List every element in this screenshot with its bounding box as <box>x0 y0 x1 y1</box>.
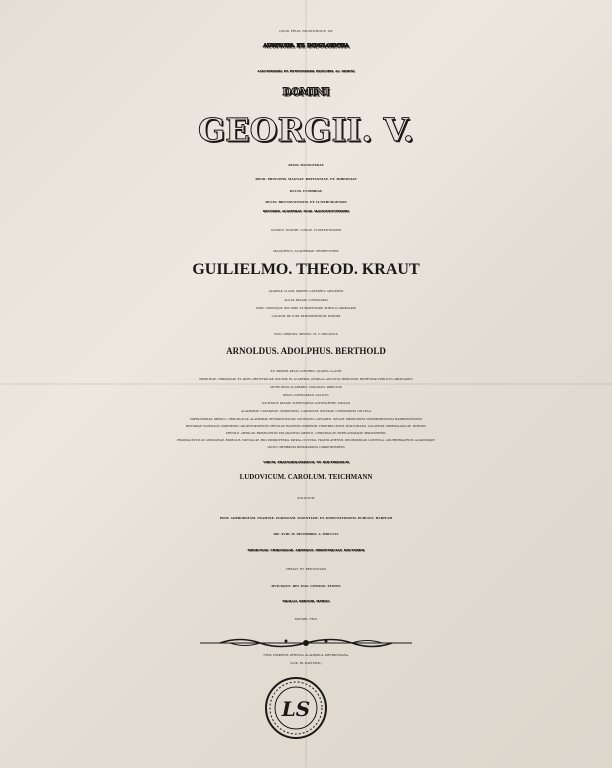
printer-line: TYPIS. EXPRESSIT. OFFICINA. ACADEMICA. DIETERICHIANA. <box>263 653 349 657</box>
regii-principis-line: REGII. PRINCIPIS. MAGNAE. BRITANNIAE. ET. HIBERNIAE <box>255 177 357 181</box>
candidate-label: VIRUM. PRAENOBILISSIMUM. ET. DOCTISSIMUM <box>263 460 349 464</box>
decanus-title-11: SOCIUS. MEMBRUM. HONORARIUM. CORRESPONDENS <box>267 445 345 449</box>
decanus-label: EGO. ORDINIS. MEDICI. H. T. DECANUS <box>274 332 338 336</box>
ducis-cumbriae-line: DUCIS. CUMBRIAE <box>289 189 323 193</box>
prorector-title-3: IURIS. UTRIUSQUE. DOCTORE. ET. PROFESSORE. PUBLICO. ORDINARIO <box>256 306 356 310</box>
muniri-line: MUNIRI. FECI <box>294 617 318 621</box>
prorector-title-1: QUARTAE. CLASSI. ORDINIS. GUELPHICI. ADSCRIPTO <box>268 289 344 293</box>
candidate-name: LUDOVICUM. CAROLUM. TEICHMANN <box>239 473 373 481</box>
date-line: DIE. XVIII. M. DECEMBRIS. A. MDCCCLV <box>273 532 339 536</box>
decanus-title-5: SOCIETATIS. REGIAE. SCIENTIARUM. GOTTINGENSIS. SODALIS <box>261 401 351 405</box>
augustissimi-line: AUGUSTISSIMI. ET. POTENTISSIMI. PRINCIPIS. AC. DOMINI <box>257 69 355 73</box>
prorectore-label: MAGNIFICO. ACADEMIAE. PRORECTORE <box>273 249 339 253</box>
georgii-heading: GEORGII. V. <box>197 111 415 149</box>
examination-line: POST. ADPROBATAM. EXAMINE. EGREGIAM. SCIENTIAM. ET. DISPUTATIONEM. PUBLICE. HABITAM <box>219 516 393 520</box>
decanus-title-9: PHYSICO - MEDICAE. BRIXELLENSIS. ERLANGENSIS. MEDICO - CHIRURGICAE. HUFELANDIANAE. BEROLINENSIS <box>226 431 386 435</box>
seal-monogram: LS <box>281 697 311 721</box>
faculty-seal-icon <box>264 676 328 740</box>
testes-line: HUIUSQUE. REI. HAS. LITERAS. TESTES <box>271 584 341 588</box>
decanus-title-10: PHARMACEUTICAE. GERMANIAE. BOREALIS. SILESIACAE. PRO. PROMOVENDA. PATRIA. CULTURA. VRATISLAVIENSIS. OECONOMICAE. GOTTINGA - GRUBENHAGENSIS. ALIARUMQUE <box>177 438 435 442</box>
prorector-title-2: AULAE. REGIAE. CONSILIARIO <box>284 298 328 302</box>
decanus-title-4: REGIS. CONSILIARIUS. AULICUS <box>283 393 329 397</box>
printer-name: (GUIL. FR. KAESTNER.) <box>290 661 322 665</box>
domini-heading: DOMINI <box>282 87 330 98</box>
rectoris-line: RECTORIS. ACADEMIAE. SUAE. MAGNIFICENTISSIMI <box>263 209 349 213</box>
prorector-name: GUILIELMO. THEOD. KRAUT <box>192 261 420 278</box>
decanus-name: ARNOLDUS. ADOLPHUS. BERTHOLD <box>226 346 386 356</box>
auspiciis-line: AUSPICIIS. ET. INDULGENTIA <box>263 43 349 49</box>
decanus-title-3: MUSEI. REGII. ACADEMICI. ZOOLOGICI. DIRECTOR <box>270 385 342 389</box>
candidate-origin: POLONUM <box>297 496 315 500</box>
decanus-title-8: HISTORIAE. NATURALIS. PARISIENSIS. ARGENTORATENSIS. PHYSICAE. HALENSIS. EMDENSIS. THIOTMELLENSIS. POLLICHIANO - PALATINAE. MINERALOGICAE. IENENSIS <box>186 424 426 428</box>
decanus-title-1: EX. ORDINIS. REGII. GUELPHICI. QUARTA. CLASSE <box>270 369 342 373</box>
degree-line: MEDICINAE. CHIRURGIAE. ARTISQUE. OBSTETRICIAE. DOCTOREM <box>247 548 365 552</box>
opening-formula: QUOD. FELIX. FAUSTUMQUE. SIT <box>279 29 333 33</box>
decanus-title-2: MEDICINAE. CHIRURGIAE. ET. ARTIS. OBSTETRICIAE. DOCTOR. IN. ACADEMIA. GEORGIA. AUGUSTA. MEDICINAE. PROFESSOR. PUBLICUS. ORDINARIUS <box>199 377 413 381</box>
sigillo-line: SIGILLO. ORDINIS. MEDICI <box>282 599 330 603</box>
regis-hannoverae-line: REGIS. HANNOVERAE <box>288 163 324 167</box>
prorector-title-4: COLLEGII. DE. IURE. RESPONDENTIUM. SENIORE <box>271 314 341 318</box>
decanus-title-6: ACADEMIAE. CAESAREAE. LEOPOLDINO - CAROLINAE. NATURAE. CURIOSORUM. COLLEGA <box>241 409 371 413</box>
ducis-brunsvicensis-line: DUCIS. BRUNSVICENSIS. ET. LUNEBURGENSIS <box>265 200 347 204</box>
ornamental-rule-icon <box>200 636 412 650</box>
decanus-title-7: IMPERATORIAE. MEDICO - CHIRURGICAE. ACADEMIAE. PETROPOLITANAE. SOCIETATIS. CAESAREO - REGIAE. MEDICORUM. VINDOBONENSIUM. HAMBERGENSIUM <box>190 417 422 421</box>
creavi-line: CREAVI. ET. RENUNTIAVI <box>285 567 327 571</box>
domini-nostri-line: DOMINI. NOSTRI. LONGE. CLEMENTISSIMI <box>271 228 341 232</box>
